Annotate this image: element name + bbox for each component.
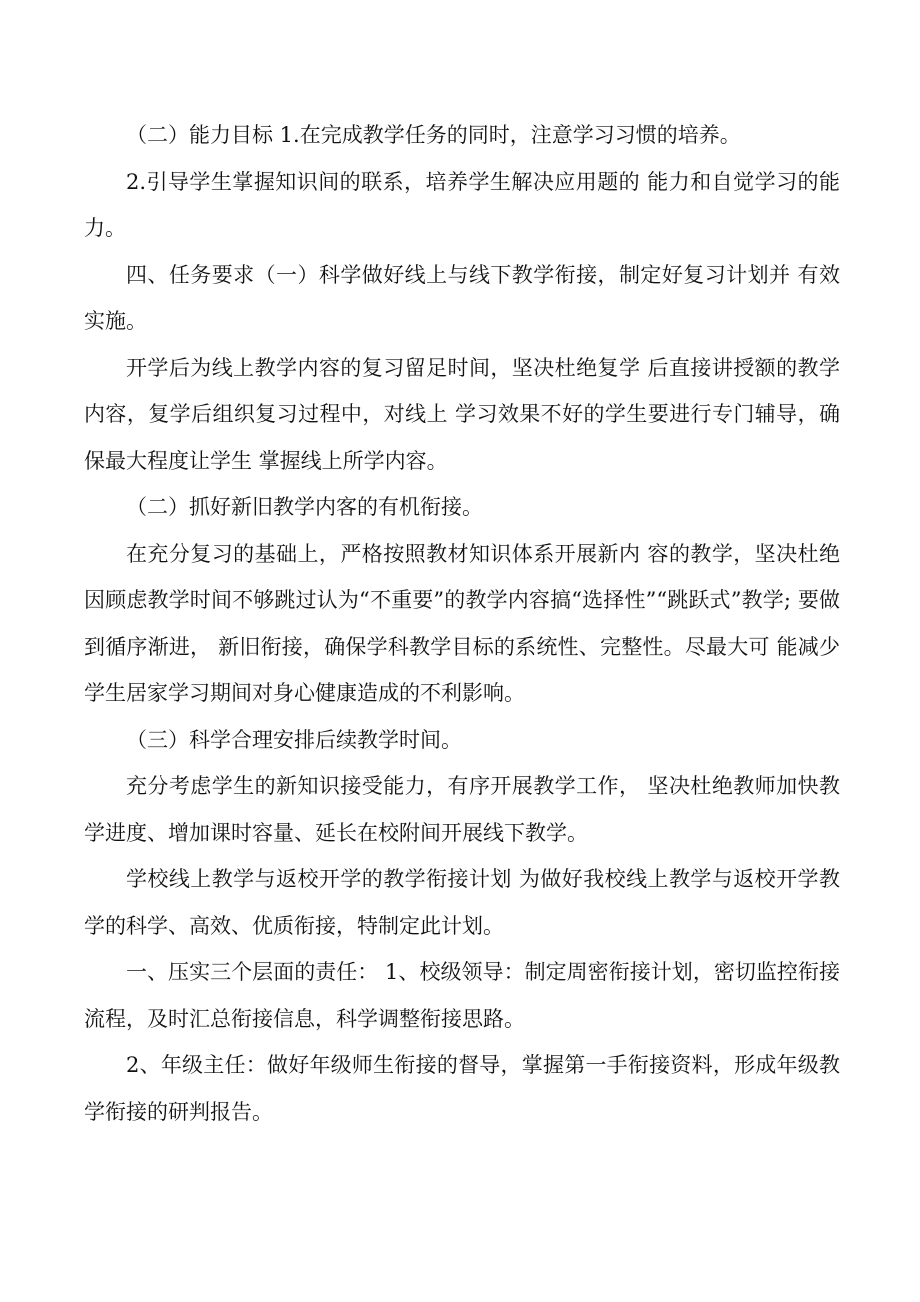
paragraph-curriculum-system: 在充分复习的基础上，严格按照教材知识体系开展新内 容的教学，坚决杜绝因顾虑教学时间不够跳过认为“不重要”的教学内容搞“选择性”“跳跃式”教学; 要做到循序渐进， 新旧衔接，确保学科教学目标的系统性、完整性。尽最大可 能减少学生居家学习期间对身心健康造成的不利影响。 [84,541,840,705]
paragraph-knowledge-connection: 2.引导学生掌握知识间的联系，培养学生解决应用题的 能力和自觉学习的能力。 [84,169,840,240]
paragraph-heading-schedule: （三）科学合理安排后续教学时间。 [126,727,462,752]
paragraph-review-time: 开学后为线上教学内容的复习留足时间，坚决杜绝复学 后直接讲授额的教学内容，复学后组织复习过程中，对线上 学习效果不好的学生要进行专门辅导，确保最大程度让学生 掌握线上所学内容。 [84,355,840,473]
paragraph-plan-intro: 学校线上教学与返校开学的教学衔接计划 为做好我校线上教学与返校开学教学的科学、高效、优质衔接，特制定此计划。 [84,867,840,938]
paragraph-task-requirements: 四、任务要求（一）科学做好线上与线下教学衔接，制定好复习计划并 有效实施。 [84,262,840,333]
paragraph-ability-goal: （二）能力目标 1.在完成教学任务的同时，注意学习习惯的培养。 [126,123,741,147]
paragraph-grade-director: 2、年级主任：做好年级师生衔接的督导，掌握第一手衔接资料，形成年级教学衔接的研判报告。 [84,1053,840,1124]
paragraph-heading-new-old-link: （二）抓好新旧教学内客的有机衔接。 [126,495,483,519]
document-page [84,112,840,1135]
paragraph-student-capacity: 充分考虑学生的新知识接受能力，有序开展教学工作， 坚决杜绝教师加快教学进度、增加课时容量、延长在校附间开展线下教学。 [84,774,840,845]
paragraph-school-leadership: 一、压实三个层面的责任： 1、校级领导：制定周密衔接计划，密切监控衔接流程，及时汇总衔接信息，科学调整衔接思路。 [84,960,840,1031]
